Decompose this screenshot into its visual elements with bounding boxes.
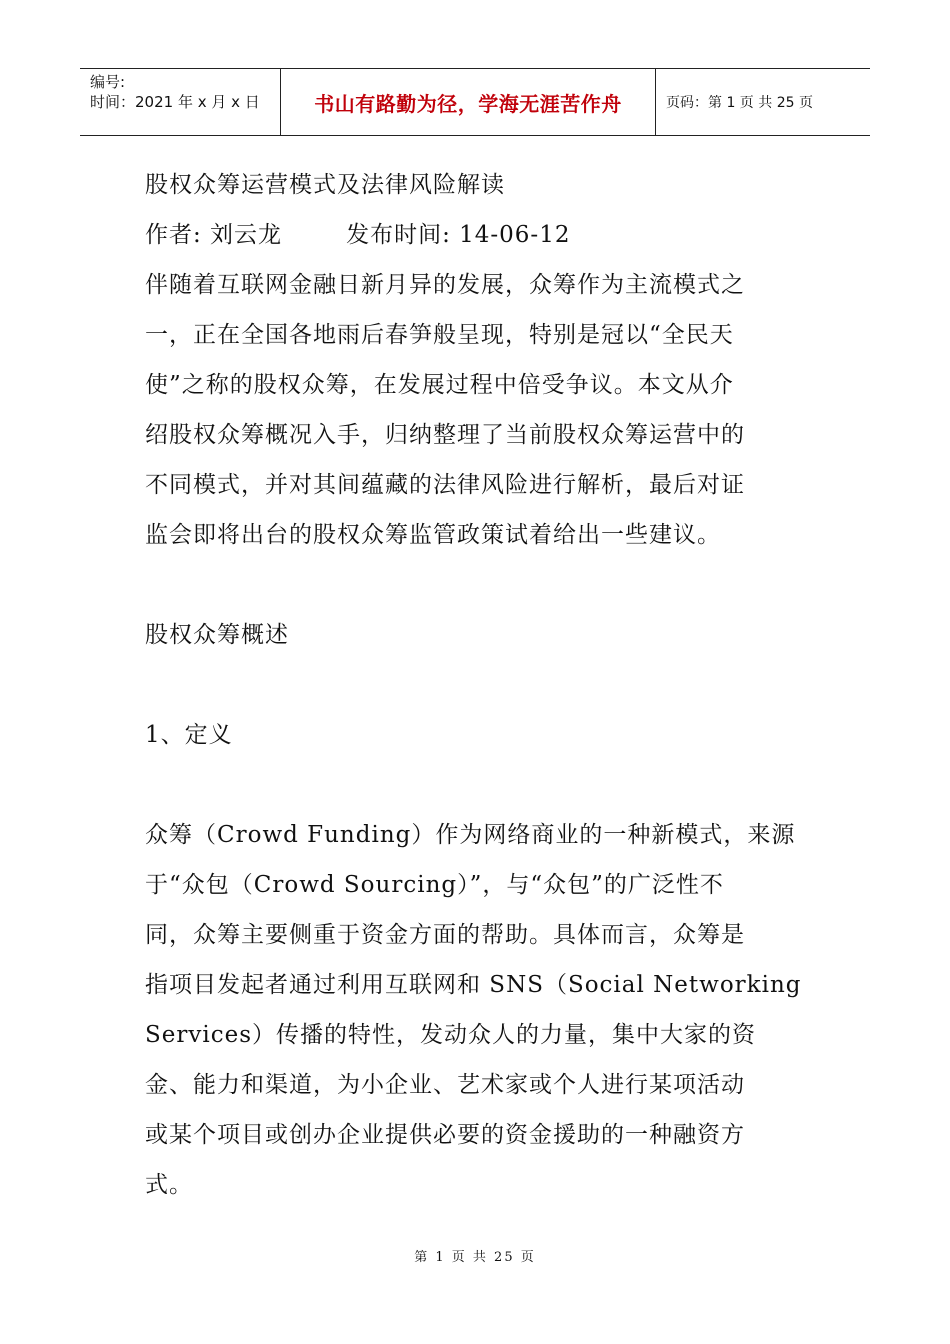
definition-line: 金、能力和渠道，为小企业、艺术家或个人进行某项活动 xyxy=(145,1072,745,1098)
intro-line: 一，正在全国各地雨后春笋般呈现，特别是冠以“全民天 xyxy=(145,322,734,348)
byline-date: 发布时间: 14-06-12 xyxy=(346,222,571,248)
page-footer: 第 1 页 共 25 页 xyxy=(414,1250,536,1265)
definition-line: 同，众筹主要侧重于资金方面的帮助。具体而言，众筹是 xyxy=(145,922,745,948)
definition-line: Services）传播的特性，发动众人的力量，集中大家的资 xyxy=(145,1022,757,1048)
subsection-heading: 1、定义 xyxy=(145,722,233,748)
page-header xyxy=(80,68,870,136)
document-number-label: 编号: xyxy=(90,73,126,91)
definition-line: 或某个项目或创办企业提供必要的资金援助的一种融资方 xyxy=(145,1122,745,1148)
document-date-label: 时间：2021 年 x 月 x 日 xyxy=(90,93,260,111)
spacer xyxy=(145,760,810,810)
definition-line: 式。 xyxy=(145,1172,193,1198)
definition-line: 于“众包（Crowd Sourcing）”，与“众包”的广泛性不 xyxy=(145,872,724,898)
header-meta xyxy=(80,69,281,135)
definition-line: 众筹（Crowd Funding）作为网络商业的一种新模式，来源 xyxy=(145,822,796,848)
intro-line: 不同模式，并对其间蕴藏的法律风险进行解析，最后对证 xyxy=(145,472,745,498)
intro-line: 伴随着互联网金融日新月异的发展，众筹作为主流模式之 xyxy=(145,272,745,298)
intro-line: 监会即将出台的股权众筹监管政策试着给出一些建议。 xyxy=(145,522,721,548)
article-byline xyxy=(145,210,810,260)
section-heading: 股权众筹概述 xyxy=(145,622,289,648)
byline-author: 作者: 刘云龙 xyxy=(145,222,283,248)
spacer xyxy=(145,560,810,610)
spacer xyxy=(145,660,810,710)
header-motto: 书山有路勤为径，学海无涯苦作舟 xyxy=(281,69,656,135)
header-page-info: 页码：第 1 页 共 25 页 xyxy=(666,95,813,111)
intro-line: 绍股权众筹概况入手，归纳整理了当前股权众筹运营中的 xyxy=(145,422,745,448)
article-body xyxy=(145,160,810,1210)
definition-line: 指项目发起者通过利用互联网和 SNS（Social Networking xyxy=(145,972,802,998)
article-title: 股权众筹运营模式及法律风险解读 xyxy=(145,172,505,198)
intro-line: 使”之称的股权众筹，在发展过程中倍受争议。本文从介 xyxy=(145,372,734,398)
